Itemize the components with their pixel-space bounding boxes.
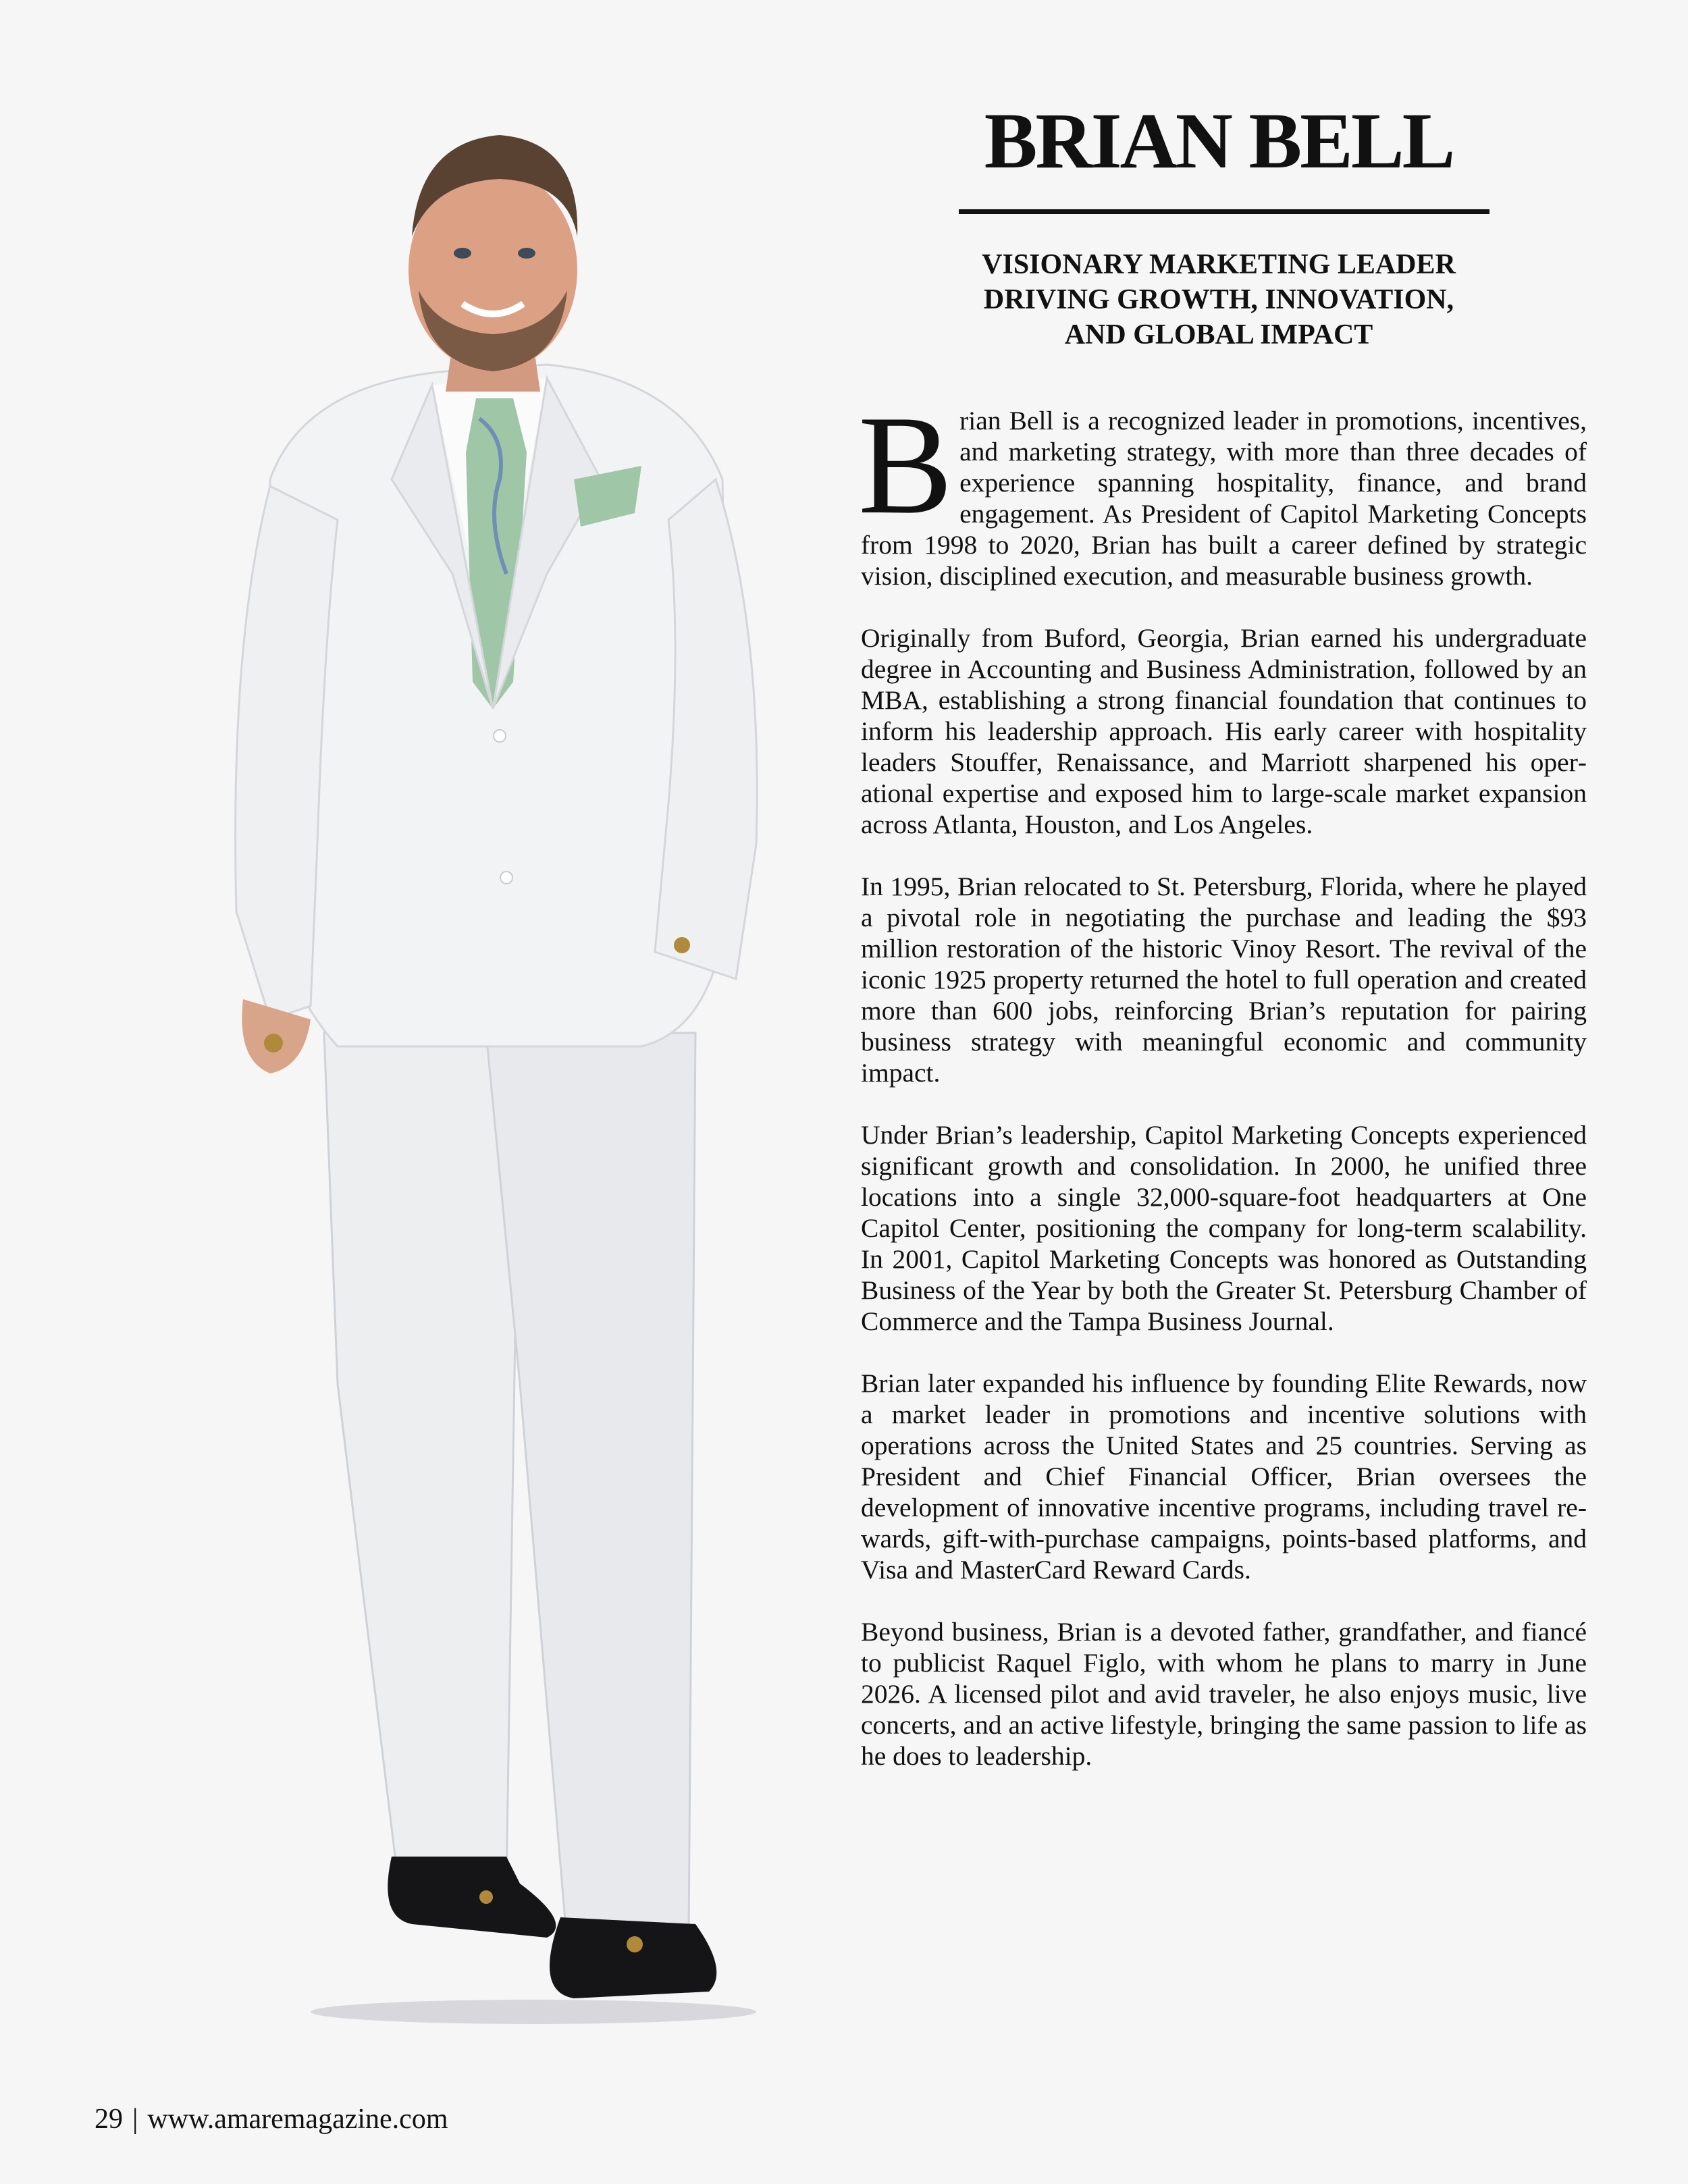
paragraph: In 1995, Brian relocated to St. Petersburg, Florida, where he played a pivotal role in negotiating the purchase and leading the $93 million restoration of the historic Vinoy Resort. The revival of the iconic 1925 property returned the hotel to full operation and created more than 600 jobs, reinforcing Brian’s reputation for pairing business strategy with meaningful economic and community impact.	[861, 872, 1587, 1088]
article-body	[858, 387, 1587, 1803]
page-footer	[95, 2103, 448, 2135]
paragraph-text: rian Bell is a recognized leader in promotions, incentives, and marketing strategy, with more than three decades of experience spanning hospitality, finance, and brand engagement. As President of Capitol Marketing Concepts from 1998 to 2020, Brian has built a career defined by strategic vision, disciplined execution, and measurable business growth.	[861, 406, 1587, 591]
footer-separator: |	[132, 2104, 138, 2135]
drop-cap: B	[858, 387, 953, 543]
article-subtitle	[932, 247, 1506, 352]
website-link[interactable]: www.amaremagazine.com	[147, 2104, 448, 2135]
paragraph: Under Brian’s leadership, Capitol Marketing Concepts experienced significant growth and consolidation. In 2000, he unified three locations into a single 32,000-square-foot headquarters at One Capitol Center, positioning the company for long-term scalability. In 2001, Capitol Marketing Concepts was honored as Outstanding Business of the Year by both the Greater St. Petersburg Chamber of Commerce and the Tampa Business Journal.	[861, 1120, 1587, 1336]
title-divider	[959, 209, 1489, 214]
subtitle-line: AND GLOBAL IMPACT	[1064, 319, 1373, 350]
portrait-photo	[169, 101, 844, 2025]
article-title: BRIAN BELL	[984, 97, 1454, 185]
subtitle-line: VISIONARY MARKETING LEADER	[982, 249, 1456, 280]
paragraph: Originally from Buford, Georgia, Brian earned his undergraduate degree in Accounting and Business Administration, followed by an MBA, establishing a strong financial foundation that continues to inform his leadership approach. His early career with hospitality leaders Stouffer, Renaissance, and Marriott sharpened his operational expertise and exposed him to large-scale market expansion across Atlanta, Houston, and Los Angeles.	[861, 623, 1587, 839]
paragraph: Brian later expanded his influence by founding Elite Rewards, now a market leader in promotions and incentive solutions with operations across the United States and 25 countries. Serving as President and Chief Financial Officer, Brian oversees the development of innovative incentive programs, including travel rewards, gift-with-purchase campaigns, points-based platforms, and Visa and MasterCard Reward Cards.	[861, 1368, 1587, 1584]
portrait-illustration	[169, 101, 844, 2025]
subtitle-line: DRIVING GROWTH, INNOVATION,	[983, 284, 1454, 315]
page-number: 29	[95, 2104, 123, 2135]
paragraph: Beyond business, Brian is a devoted father, grandfather, and fiancé to publicist Raquel Figlo, with whom he plans to marry in June 2026. A licensed pilot and avid traveler, he also enjoys music, live concerts, and an active lifestyle, bringing the same passion to life as he does to leadership.	[861, 1617, 1587, 1771]
paragraph	[858, 387, 1587, 591]
